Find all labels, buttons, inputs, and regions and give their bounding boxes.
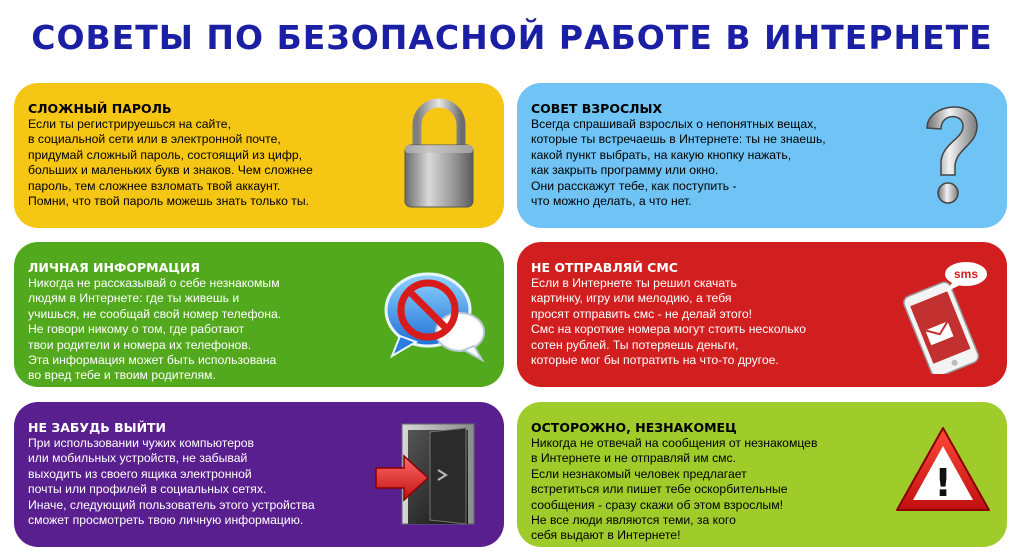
card-text-line: Всегда спрашивай взрослых о непонятных вещах, [531, 117, 817, 131]
card-text-line: какой пункт выбрать, на какую кнопку нажать, [531, 147, 792, 162]
card-text-line: Если ты регистрируешься на сайте, [28, 117, 231, 131]
card-text-line: Иначе, следующий пользователь этого устройства [28, 497, 315, 512]
card-adult-advice [517, 83, 1007, 228]
card-heading: НЕ ОТПРАВЛЯЙ СМС [531, 260, 678, 275]
card-text-line: Эта информация может быть использована [28, 353, 277, 368]
card-text-line: просят отправить смс - не делай этого! [531, 306, 753, 321]
card-text-line: больших и маленьких букв и знаков. Чем сложнее [28, 163, 313, 178]
card-text-line: что можно делать, а что нет. [531, 194, 692, 209]
card-text-line: учишься, не сообщай свой номер телефона. [28, 306, 282, 321]
card-heading: ЛИЧНАЯ ИНФОРМАЦИЯ [28, 260, 200, 275]
card-text-line: твои родители и номера их телефонов. [28, 337, 252, 352]
card-text-line: пароль, тем сложнее взломать твой аккаунт. [28, 178, 281, 193]
card-text-line: в социальной сети или в электронной почте, [28, 132, 281, 147]
card-heading: НЕ ЗАБУДЬ ВЫЙТИ [28, 420, 167, 435]
card-text-line: или мобильных устройств, не забывай [28, 451, 248, 466]
card-heading: СЛОЖНЫЙ ПАРОЛЬ [28, 101, 172, 116]
card-text-line: которые ты встречаешь в Интернете: ты не знаешь, [531, 132, 826, 147]
card-text-line: почты или профилей в социальных сетях. [28, 482, 267, 497]
card-stranger-warning [517, 402, 1007, 547]
card-personal-info [14, 242, 504, 387]
card-heading: ОСТОРОЖНО, НЕЗНАКОМЕЦ [531, 420, 737, 435]
warning-exclamation: ! [934, 461, 952, 505]
card-text-line: При использовании чужих компьютеров [28, 436, 255, 450]
card-strong-password [14, 83, 504, 228]
card-text-line: во вред тебе и твоим родителям. [28, 368, 216, 383]
card-text-line: как закрыть программу или окно. [531, 163, 719, 178]
card-text-line: встретиться или пишет тебе оскорбительные [531, 482, 788, 497]
page-title: СОВЕТЫ ПО БЕЗОПАСНОЙ РАБОТЕ В ИНТЕРНЕТЕ [31, 18, 993, 57]
card-text-line: в Интернете и не отправляй им смс. [531, 451, 737, 466]
card-text-line: сможет просмотреть твою личную информацию. [28, 513, 304, 528]
card-text-line: которые мог бы потратить на что-то другое. [531, 353, 779, 368]
card-text-line: себя выдают в Интернете! [531, 528, 681, 543]
card-text-line: Они расскажут тебе, как поступить - [531, 178, 737, 193]
card-text-line: сотен рублей. Ты потеряешь деньги, [531, 337, 739, 352]
card-no-sms [517, 242, 1007, 387]
card-text-line: сообщения - сразу скажи об этом взрослым! [531, 497, 783, 512]
card-text-line: придумай сложный пароль, состоящий из цифр, [28, 147, 303, 162]
card-text-line: Никогда не отвечай на сообщения от незнакомцев [531, 436, 818, 450]
sms-badge-label: sms [953, 267, 979, 281]
card-text-line: Не говори никому о том, где работают [28, 322, 245, 337]
card-text-line: Никогда не рассказывай о себе незнакомым [28, 276, 280, 290]
card-text-line: Помни, что твой пароль можешь знать только ты. [28, 194, 309, 209]
card-text-line: Смс на короткие номера могут стоить несколько [531, 322, 806, 337]
card-text-line: картинку, игру или мелодию, а тебя [531, 291, 732, 306]
card-text-line: людям в Интернете: где ты живешь и [28, 291, 240, 306]
card-text-line: Если незнакомый человек предлагает [531, 466, 747, 481]
card-text-line: Не все люди являются теми, за кого [531, 513, 736, 528]
card-text-line: выходить из своего ящика электронной [28, 466, 252, 481]
card-heading: СОВЕТ ВЗРОСЛЫХ [531, 101, 663, 116]
card-text-line: Если в Интернете ты решил скачать [531, 276, 737, 290]
card-logout [14, 402, 504, 547]
